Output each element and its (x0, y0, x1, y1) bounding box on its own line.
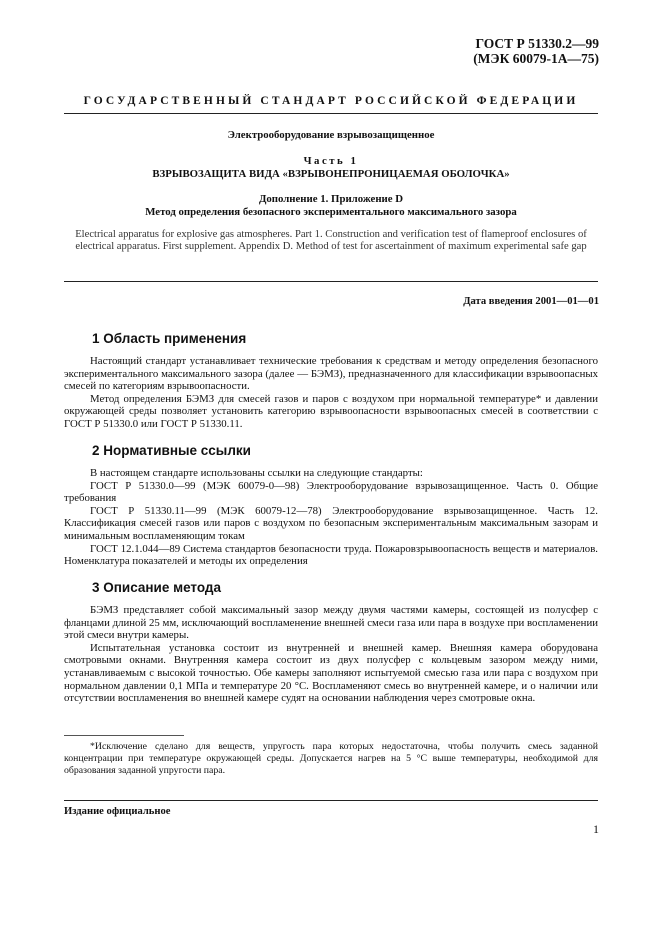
section-2-body (64, 467, 598, 568)
section-1-heading: 1 Область применения (92, 331, 247, 346)
official-edition: Издание официальное (64, 806, 171, 817)
protection-title: ВЗРЫВОЗАЩИТА ВИДА «ВЗРЫВОНЕПРОНИЦАЕМАЯ ОБОЛОЧКА» (152, 168, 510, 180)
section-2-heading: 2 Нормативные ссылки (92, 443, 251, 458)
page-number: 1 (593, 822, 599, 836)
section-1-paragraph: Настоящий стандарт устанавливает технические требования к средствам и методу определения безопасного экспериментального максимального зазора (далее — БЭМЗ), предназначенного для классификации взрывоопасных смесей по категориям взрывоопасности. (64, 355, 598, 393)
equipment-title: Электрооборудование взрывозащищенное (227, 129, 435, 141)
section-3-body (64, 604, 598, 705)
effective-date: Дата введения 2001—01—01 (463, 296, 599, 307)
section-3-paragraph: БЭМЗ представляет собой максимальный зазор между двумя частями камеры, состоящей из полусфер с фланцами длиной 25 мм, исключающий воспламенение внешней смеси газа или пара в воздухе при воспламенении этой смеси внутри камеры. (64, 604, 598, 642)
gost-code-block (473, 36, 599, 66)
title-rule-top (64, 113, 598, 114)
part-title: Часть 1 (303, 155, 359, 167)
official-rule (64, 800, 598, 801)
section-1-body (64, 355, 598, 431)
section-1-paragraph: Метод определения БЭМЗ для смесей газов и паров с воздухом при нормальной температуре* и давлении окружающей среды позволяет установить категорию взрывоопасности взрывоопасных смесей в соответствии с ГОСТ Р 51330.0 или ГОСТ Р 51330.11. (64, 392, 598, 430)
section-3-paragraph: Испытательная установка состоит из внутренней и внешней камер. Внешняя камера оборудована смотровыми окнами. Внутренняя камера состоит из двух полусфер с кольцевым зазором между ними, устанавливаемым с высокой точностью. Обе камеры заполняют испытуемой смесью газа или пара с воздухом при нормальном давлении 0,1 МПа и температуре 20 °С. Воспламеняют смесь во внутренней камере, и о наличии или отсутствии воспламенения во внешней камере судят на основании наблюдения через смотровые окна. (64, 641, 598, 705)
english-title: Electrical apparatus for explosive gas atmospheres. Part 1. Construction and verification test of flameproof enclosures of electrical apparatus. First supplement. Appendix D. Method of test for ascertainment of maximum experimental safe gap (75, 229, 587, 253)
state-standard-title: ГОСУДАРСТВЕННЫЙ СТАНДАРТ РОССИЙСКОЙ ФЕДЕРАЦИИ (83, 95, 579, 107)
iec-number: (МЭК 60079-1А—75) (473, 51, 599, 66)
method-title: Метод определения безопасного экспериментального максимального зазора (145, 206, 517, 218)
section-2-paragraph: ГОСТ Р 51330.11—99 (МЭК 60079-12—78) Электрооборудование взрывозащищенное. Часть 12. Классификация смесей газов или паров с воздухом по безопасным экспериментальным максимальным зазорам и минимальным воспламеняющим токам (64, 504, 598, 542)
section-2-paragraph: В настоящем стандарте использованы ссылки на следующие стандарты: (90, 467, 423, 479)
section-2-paragraph: ГОСТ 12.1.044—89 Система стандартов безопасности труда. Пожаровзрывоопасность веществ и материалов. Номенклатура показателей и методы их определения (64, 542, 598, 568)
gost-number: ГОСТ Р 51330.2—99 (475, 36, 599, 51)
footnote-text: *Исключение сделано для веществ, упругость пара которых недостаточна, чтобы получить смесь заданной концентрации при температуре окружающей среды. Допускается нагрев на 5 °С выше температуры, необходимой для образования заданной упругости пара. (64, 741, 598, 776)
section-3-heading: 3 Описание метода (92, 580, 222, 595)
footnote (64, 741, 598, 777)
title-rule-bottom (64, 281, 598, 282)
supplement-title: Дополнение 1. Приложение D (258, 193, 404, 205)
footnote-rule (64, 735, 184, 736)
section-2-paragraph: ГОСТ Р 51330.0—99 (МЭК 60079-0—98) Электрооборудование взрывозащищенное. Часть 0. Общие требования (64, 479, 598, 505)
